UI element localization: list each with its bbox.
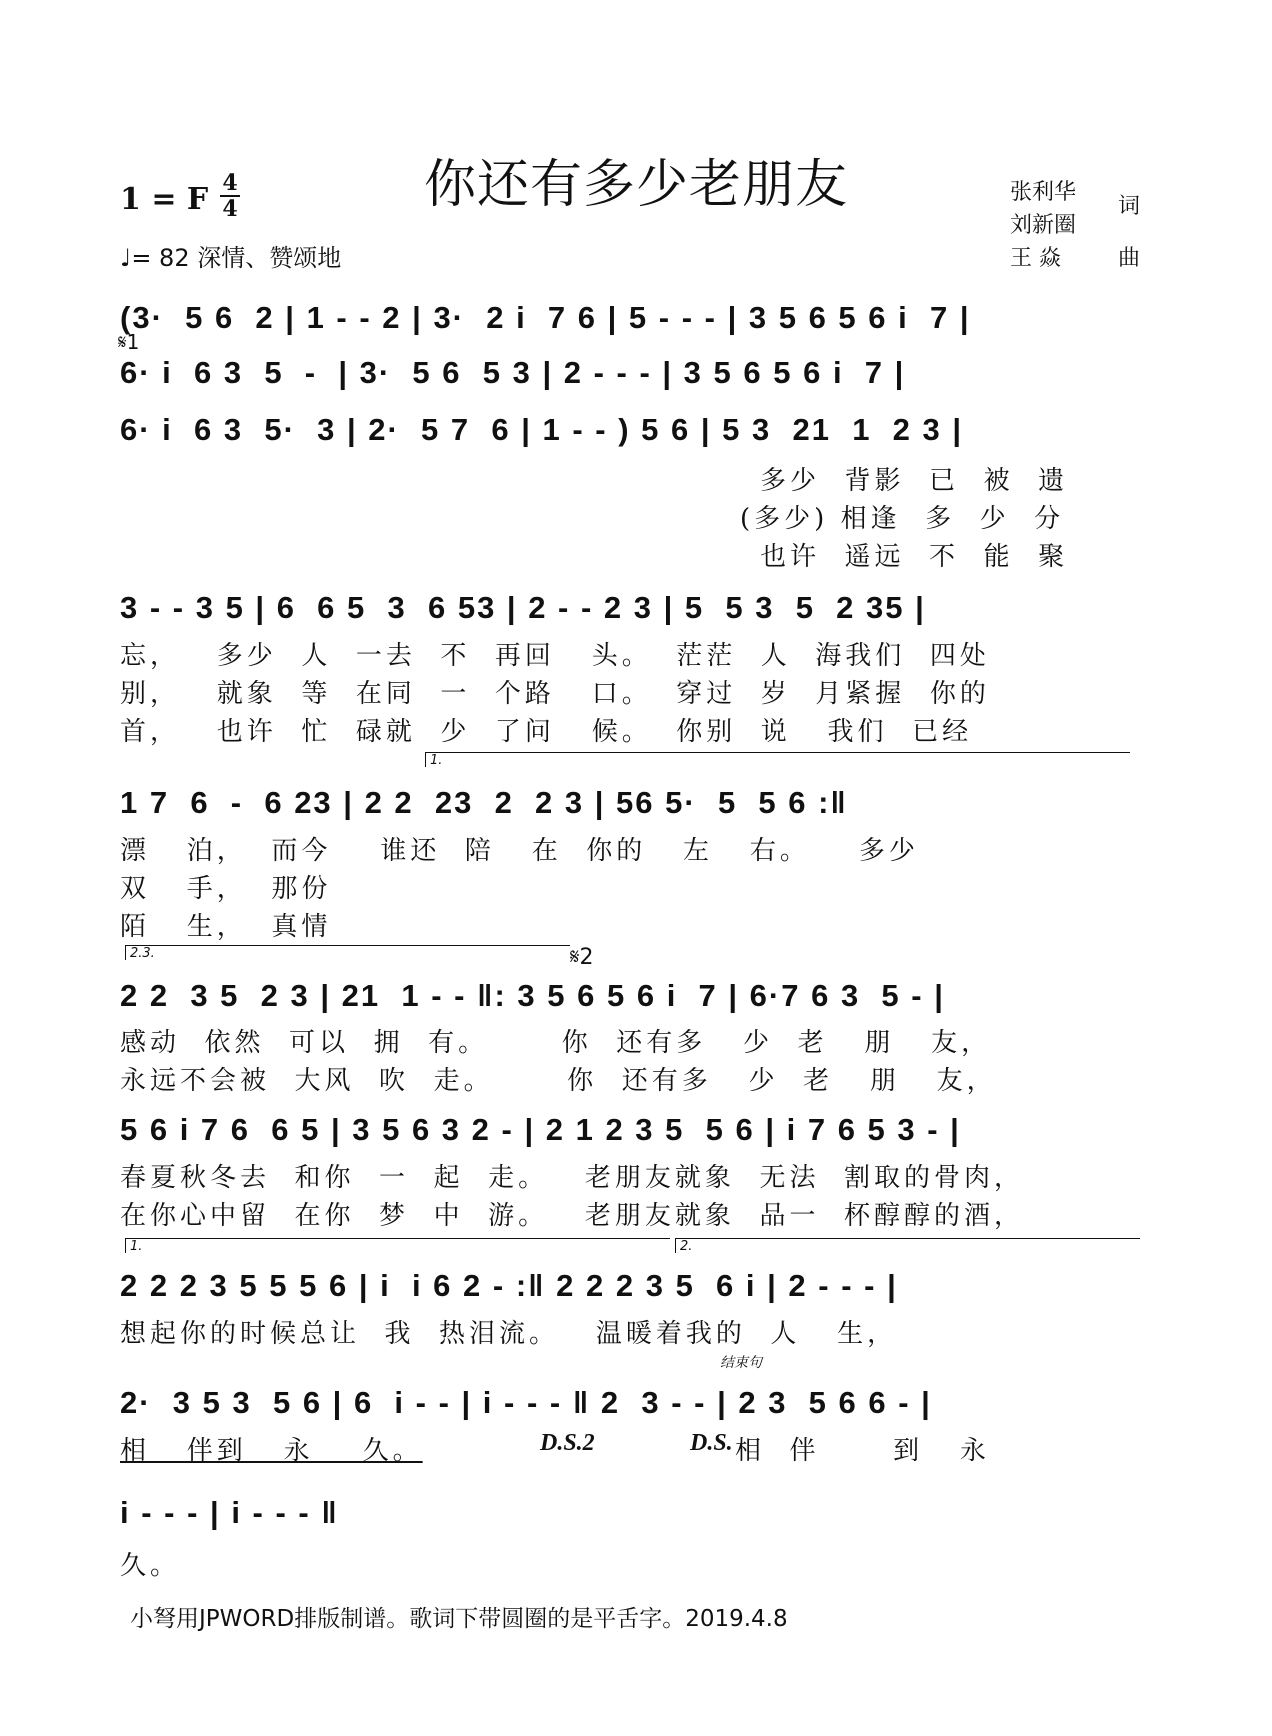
score-row-2: 6· i 6 3 5 - | 3· 5 6 5 3 | 2 - - - | 3 5 6 5 6 i 7 |	[120, 355, 906, 390]
lyric-row-5-verse-2: 双 手， 那份	[120, 874, 332, 904]
score-row-10: i - - - | i - - - ‖	[120, 1495, 339, 1530]
lyricist-1: 张利华	[1010, 180, 1077, 205]
segno-1-icon: 𝄋1	[118, 330, 140, 354]
score-row-5: 1 7 6 - 6 23 | 2 2 23 2 2 3 | 56 5· 5 5 6 :‖	[120, 785, 848, 820]
time-denominator: 4	[222, 196, 238, 222]
lyric-row-4-verse-2: 别， 就象 等 在同 一 个路 口。 穿过 岁 月紧握 你的	[120, 679, 990, 709]
song-title: 你还有多少老朋友	[423, 155, 848, 215]
lyric-row-7-verse-2: 在你心中留 在你 梦 中 游。 老朋友就象 品一 杯醇醇的酒，	[120, 1201, 1024, 1231]
time-signature	[220, 172, 240, 220]
lyric-row-3-verse-2: (多少) 相逢 多 少 分	[740, 504, 1065, 534]
lyric-row-5-verse-1: 漂 泊， 而今 谁还 陪 在 你的 左 右。 多少	[120, 836, 919, 866]
lyric-row-10: 久。	[120, 1551, 181, 1581]
lyric-row-9-coda: 相 伴 到 永	[735, 1436, 990, 1466]
tempo-marking: ♩= 82 深情、赞颂地	[120, 244, 342, 272]
lyric-row-6-verse-1: 感动 依然 可以 拥 有。 你 还有多 少 老 朋 友，	[120, 1028, 992, 1058]
coda-label: 结束句	[720, 1355, 762, 1371]
score-row-9: 2· 3 5 3 5 6 | 6 i - - | i - - - ‖ 2 3 - - | 2 3 5 6 6 - |	[120, 1385, 932, 1420]
lyric-row-4-verse-1: 忘， 多少 人 一去 不 再回 头。 茫茫 人 海我们 四处	[120, 641, 990, 671]
footer-note: 小弩用JPWORD排版制谱。歌词下带圆圈的是平舌字。2019.4.8	[130, 1606, 788, 1632]
volta-bracket-23: 2.3.	[125, 945, 570, 960]
lyric-row-6-verse-2: 永远不会被 大风 吹 走。 你 还有多 少 老 朋 友，	[120, 1066, 997, 1096]
lyric-row-5-verse-3: 陌 生， 真情	[120, 912, 332, 942]
ds2-marking: D.S.2	[540, 1430, 595, 1456]
volta-bracket-2b: 2.	[675, 1238, 1140, 1253]
lyric-row-7-verse-1: 春夏秋冬去 和你 一 起 走。 老朋友就象 无法 割取的骨肉，	[120, 1163, 1024, 1193]
score-row-4: 3 - - 3 5 | 6 6 5 3 6 53 | 2 - - 2 3 | 5 5 3 5 2 35 |	[120, 590, 926, 625]
score-row-1: (3· 5 6 2 | 1 - - 2 | 3· 2 i 7 6 | 5 - - - | 3 5 6 5 6 i 7 |	[120, 300, 971, 335]
lyricist-2: 刘新圈	[1010, 213, 1077, 238]
composer-role: 曲	[1118, 246, 1141, 271]
segno-2-icon: 𝄋2	[570, 945, 594, 970]
score-row-6: 2 2 3 5 2 3 | 21 1 - - ‖: 3 5 6 5 6 i 7 | 6·7 6 3 5 - |	[120, 978, 945, 1013]
lyric-row-3-verse-1: 多少 背影 已 被 遗	[760, 466, 1069, 496]
ds-marking: D.S.	[690, 1430, 733, 1456]
volta-bracket-1: 1.	[425, 752, 1130, 767]
score-row-7: 5 6 i 7 6 6 5 | 3 5 6 3 2 - | 2 1 2 3 5 5 6 | i 7 6 5 3 - |	[120, 1112, 961, 1147]
lyric-row-9-main: 相 伴到 永 久。	[120, 1436, 423, 1466]
score-row-8: 2 2 2 3 5 5 5 6 | i i 6 2 - :‖ 2 2 2 3 5 6 i | 2 - - - |	[120, 1268, 898, 1303]
volta-bracket-1b: 1.	[125, 1238, 670, 1253]
lyric-row-8: 想起你的时候总让 我 热泪流。 温暖着我的 人 生，	[120, 1319, 898, 1349]
time-numerator: 4	[222, 170, 238, 196]
lyric-row-4-verse-3: 首， 也许 忙 碌就 少 了问 候。 你别 说 我们 已经	[120, 717, 973, 747]
composer: 王 焱	[1010, 246, 1061, 271]
lyric-row-3-verse-3: 也许 遥远 不 能 聚	[760, 542, 1069, 572]
score-row-3: 6· i 6 3 5· 3 | 2· 5 7 6 | 1 - - ) 5 6 | 5 3 21 1 2 3 |	[120, 412, 964, 447]
credits	[1010, 176, 1141, 275]
key-signature: 1 = F	[120, 182, 209, 217]
lyricist-role: 词	[1118, 194, 1141, 219]
